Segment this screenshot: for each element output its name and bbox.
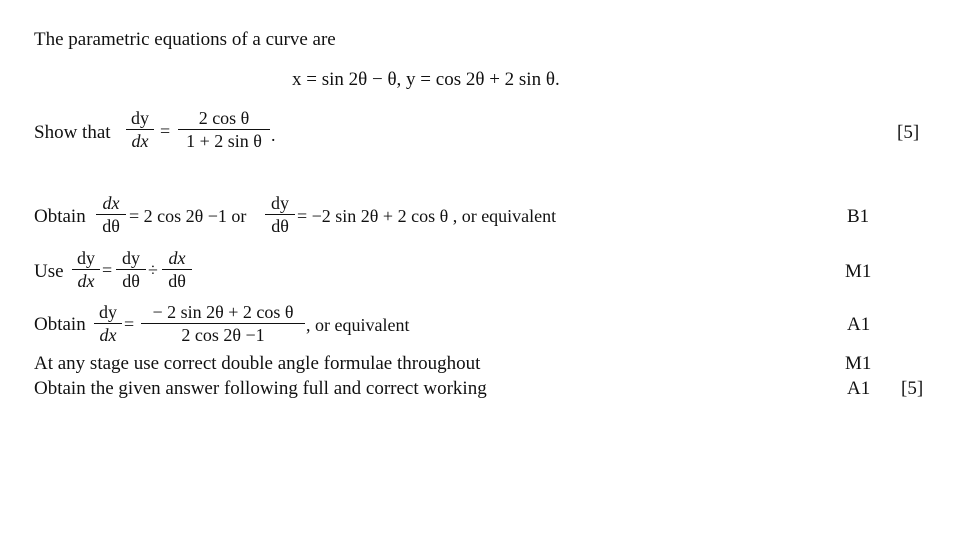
row2-fraction-1 bbox=[72, 248, 100, 291]
row1-label: Obtain bbox=[34, 206, 86, 227]
fraction-numerator: dy bbox=[271, 193, 289, 213]
row2-fraction-3 bbox=[162, 248, 192, 291]
fraction-numerator: dy bbox=[99, 302, 117, 322]
row5-mark: A1 bbox=[847, 378, 871, 399]
row3-mark: A1 bbox=[847, 314, 871, 335]
fraction-denominator: dθ bbox=[122, 271, 140, 291]
row5-total-marks: [5] bbox=[901, 378, 924, 399]
row4-mark: M1 bbox=[845, 353, 872, 374]
end-period: . bbox=[271, 125, 276, 145]
row3-label: Obtain bbox=[34, 314, 86, 335]
fraction-numerator: dy bbox=[122, 248, 140, 268]
row2-label: Use bbox=[34, 261, 64, 282]
fraction-denominator: dθ bbox=[168, 271, 186, 291]
row3-fraction-2 bbox=[141, 302, 305, 345]
fraction-denominator: dx bbox=[99, 325, 117, 345]
row1-mark: B1 bbox=[847, 206, 870, 227]
fraction-numerator: dx bbox=[168, 248, 186, 268]
row2-mark: M1 bbox=[845, 261, 872, 282]
fraction-denominator: 2 cos 2θ −1 bbox=[181, 325, 265, 345]
row1-fraction-1 bbox=[96, 193, 126, 236]
fraction-denominator: 1 + 2 sin θ bbox=[186, 131, 262, 151]
row5-text: Obtain the given answer following full and correct working bbox=[34, 378, 487, 399]
fraction-denominator: dx bbox=[77, 271, 95, 291]
fraction-denominator: dx bbox=[131, 131, 149, 151]
fraction-numerator: dx bbox=[102, 193, 120, 213]
row4-text: At any stage use correct double angle formulae throughout bbox=[34, 353, 481, 374]
show-rhs-fraction bbox=[178, 108, 270, 151]
parametric-equations: x = sin 2θ − θ, y = cos 2θ + 2 sin θ. bbox=[292, 69, 560, 90]
row3-tail: , or equivalent bbox=[306, 315, 410, 335]
fraction-numerator: dy bbox=[131, 108, 149, 128]
row2-equals: = bbox=[102, 260, 113, 280]
question-intro: The parametric equations of a curve are bbox=[34, 29, 336, 50]
row3-fraction-1 bbox=[94, 302, 122, 345]
fraction-numerator: dy bbox=[77, 248, 95, 268]
row3-equals: = bbox=[124, 314, 135, 334]
show-that-label: Show that bbox=[34, 122, 111, 143]
fraction-numerator: − 2 sin 2θ + 2 cos θ bbox=[152, 302, 294, 322]
show-lhs-fraction bbox=[126, 108, 154, 151]
row1-fraction-2 bbox=[265, 193, 295, 236]
equals-sign: = bbox=[160, 121, 171, 141]
question-total-marks: [5] bbox=[897, 122, 920, 143]
row1-tail: = −2 sin 2θ + 2 cos θ , or equivalent bbox=[297, 206, 557, 226]
fraction-denominator: dθ bbox=[271, 216, 289, 236]
row2-fraction-2 bbox=[116, 248, 146, 291]
fraction-denominator: dθ bbox=[102, 216, 120, 236]
fraction-numerator: 2 cos θ bbox=[198, 108, 250, 128]
row1-middle: = 2 cos 2θ −1 or bbox=[129, 206, 247, 226]
row2-divide: ÷ bbox=[148, 260, 158, 280]
